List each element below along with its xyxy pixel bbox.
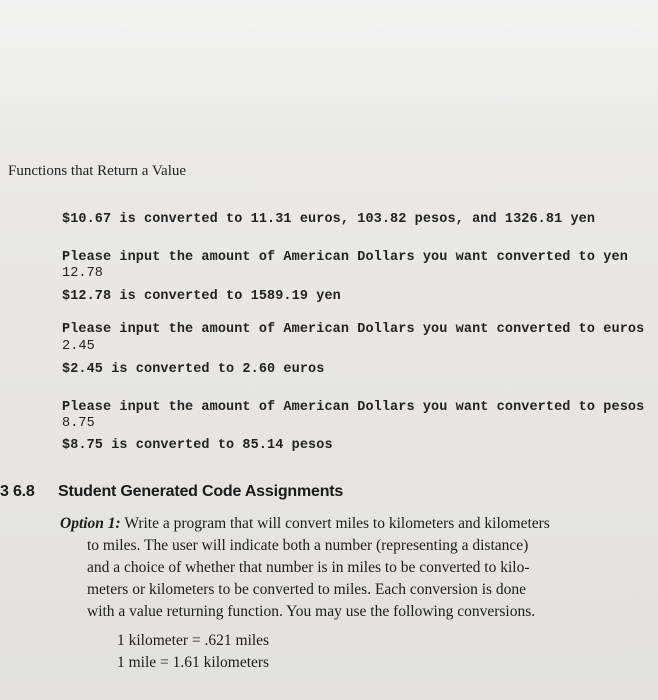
section-number: 3 6.8 (0, 483, 35, 500)
output-result: $12.78 is converted to 1589.19 yen (62, 289, 341, 304)
option-text-line: with a value returning function. You may use the following conversions. (87, 603, 536, 620)
conversion-line: 1 mile = 1.61 kilometers (117, 654, 270, 671)
conversion-line: 1 kilometer = .621 miles (117, 632, 270, 649)
option-first-line (60, 515, 550, 533)
output-prompt: Please input the amount of American Dollars you want converted to yen (62, 250, 628, 265)
section-title: Student Generated Code Assignments (58, 483, 344, 500)
page-highlight (0, 0, 658, 150)
output-prompt: Please input the amount of American Dollars you want converted to euros (62, 322, 645, 337)
output-prompt: Please input the amount of American Dollars you want converted to pesos (62, 400, 645, 415)
output-input: 2.45 (62, 339, 95, 354)
output-line: $10.67 is converted to 11.31 euros, 103.82 pesos, and 1326.81 yen (62, 212, 596, 227)
option-text-line: to miles. The user will indicate both a number (representing a distance) (87, 537, 529, 554)
option-text-line: and a choice of whether that number is in miles to be converted to kilo- (87, 559, 530, 576)
section-heading (0, 483, 343, 501)
output-result: $2.45 is converted to 2.60 euros (62, 362, 325, 377)
option-text-line: meters or kilometers to be converted to miles. Each conversion is done (87, 581, 527, 598)
option-text-line: Write a program that will convert miles to kilometers and kilometers (124, 515, 550, 532)
output-result: $8.75 is converted to 85.14 pesos (62, 438, 333, 453)
output-input: 12.78 (62, 266, 104, 281)
running-head: Functions that Return a Value (8, 163, 187, 179)
output-input: 8.75 (62, 416, 95, 431)
option-label: Option 1: (60, 515, 121, 532)
